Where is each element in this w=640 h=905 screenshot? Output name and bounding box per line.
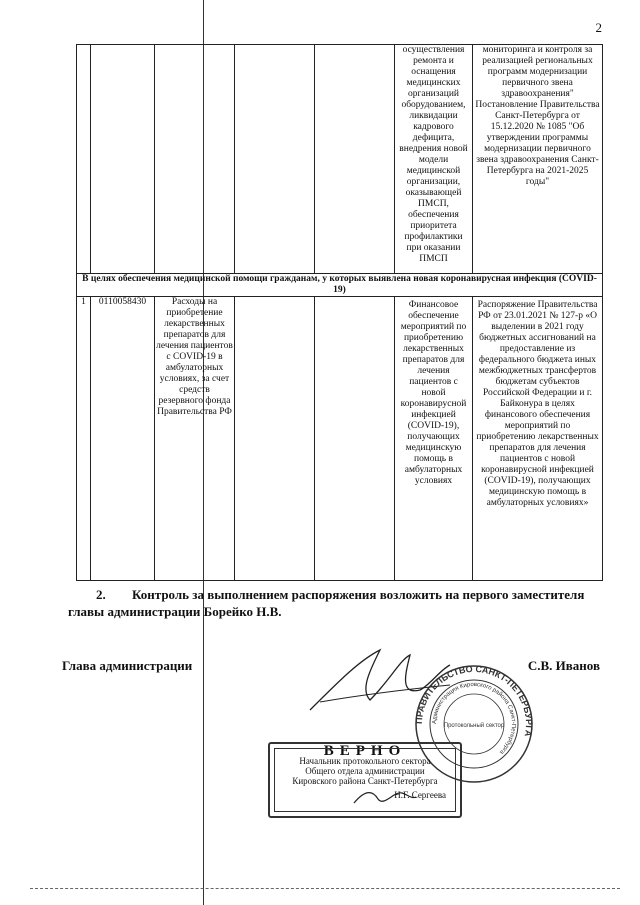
document-table [76,44,603,581]
table-section-row [77,274,603,297]
signatory-name: С.В. Иванов [527,658,600,673]
seal-ring-text: ПРАВИТЕЛЬСТВО САНКТ-ПЕТЕРБУРГА [414,664,534,738]
section-heading: В целях обеспечения медицинской помощи гражданам, у которых выявлена новая коронавирусная инфекция (COVID-19) [77,274,603,297]
cell-expense-name: Расходы на приобретение лекарственных препаратов для лечения пациентов с COVID-19 в амбулаторных условиях, за счет средств резервного фонда Правительства РФ [155,297,235,581]
cell-code: 0110058430 [91,297,155,581]
paragraph-text: Контроль за выполнением распоряжения возложить на первого заместителя главы администрации Борейко Н.В. [68,587,585,619]
seal-center-text: Протокольный сектор [443,723,505,729]
paragraph-number: 2. [96,587,106,602]
cell-purpose: Финансовое обеспечение мероприятий по приобретению лекарственных препаратов для лечения пациентов с новой коронавирусной инфекцией (COVID-19), получающих медицинскую помощь в амбулаторных условиях [395,297,473,581]
page-number: 2 [595,20,602,35]
cell-number: 1 [77,297,91,581]
cell-purpose-continued: осуществления ремонта и оснащения медицинских организаций оборудованием, ликвидации кадрового дефицита, внедрения новой модели медицинской организации, оказывающей ПМСП, обеспечения приоритета профилактики при оказании ПМСП [395,45,473,274]
page-bottom-line [30,888,620,889]
stamp-title: ВЕРНО [323,743,407,759]
stamp-line-3: Кировского района Санкт-Петербурга [292,776,438,786]
stamp-signature [350,785,420,809]
cell-basis-continued: мониторинга и контроля за реализацией региональных программ модернизации первичного звена здравоохранения" Постановление Правительства Санкт-Петербурга от 15.12.2020 № 1085 "Об утверждении программы модернизации первичного звена здравоохранения Санкт-Петербурга на 2021-2025 годы" [473,45,603,274]
cell-basis: Распоряжение Правительства РФ от 23.01.2021 № 127-р «О выделении в 2021 году бюджетных ассигнований на предоставление из федерального бюджета иных межбюджетных трансфертов бюджетам субъектов Российской Федерации и г. Байконура в целях финансового обеспечения мероприятий по приобретению лекарственных препаратов для лечения пациентов с новой коронавирусной инфекцией (COVID-19), получающих медицинскую помощь в амбулаторных условиях» [473,297,603,581]
signatory-position: Глава администрации [62,658,193,673]
stamp-signer: Н.Г. Сергеева [394,790,446,800]
table-row-continued [77,45,603,274]
stamp-line-1: Начальник протокольного сектора [299,756,431,766]
table-row [77,297,603,581]
stamp-line-2: Общего отдела администрации [305,766,425,776]
seal-inner-text: Администрация Кировского района Санкт-Петербурга [431,681,517,755]
paragraph-2 [68,586,604,620]
